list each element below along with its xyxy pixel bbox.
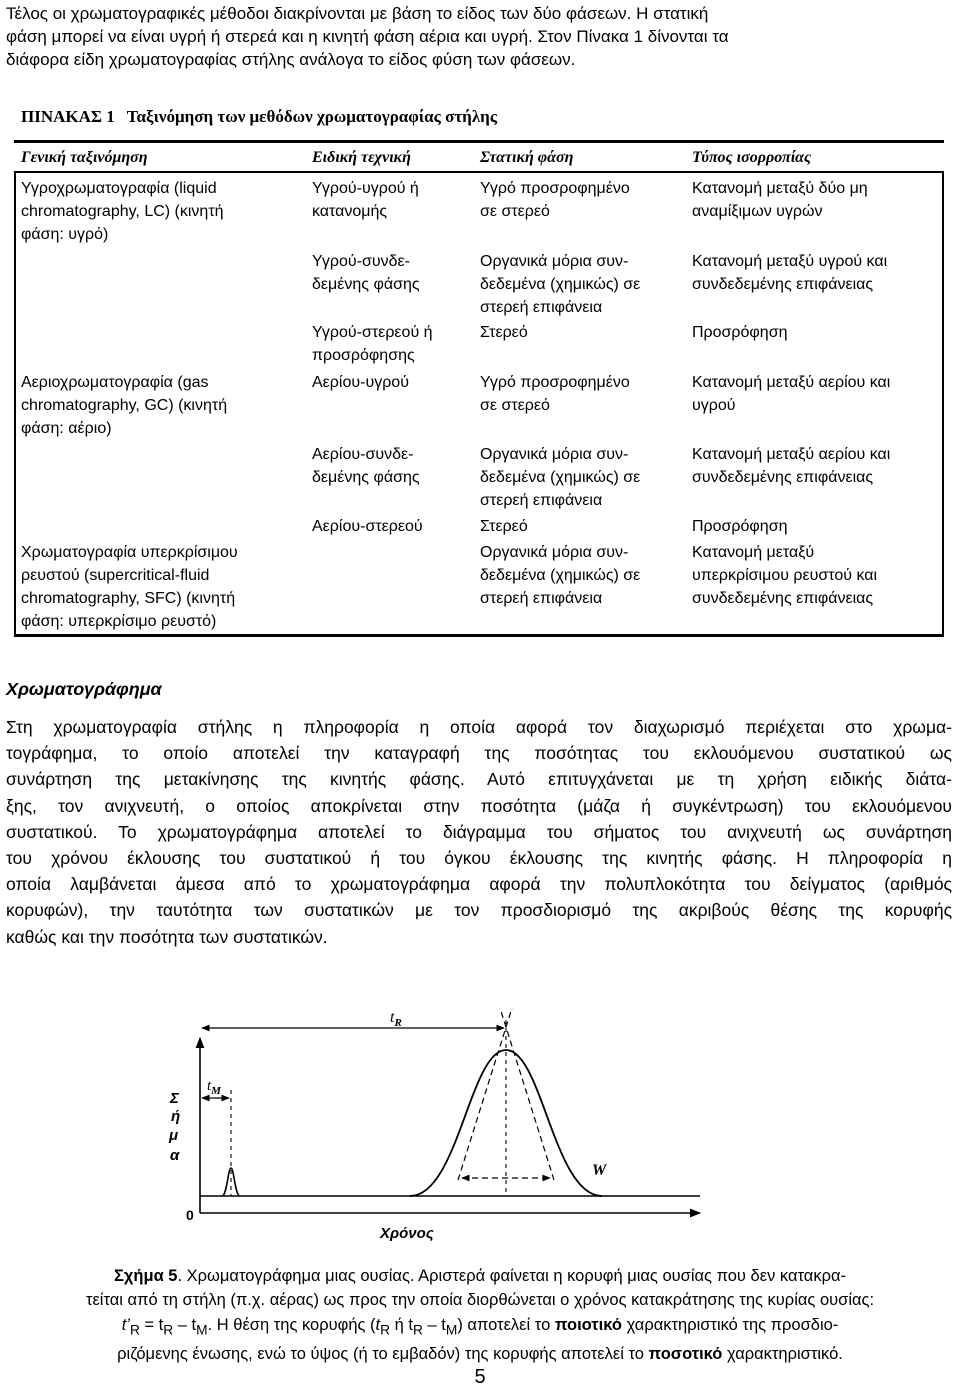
table-row-general	[21, 541, 238, 633]
table-cell: Οργανικά μόρια συν-	[480, 446, 629, 463]
table-cell: συνδεδεμένης επιφάνειας	[692, 276, 874, 293]
table-cell: chromatography, GC) (κινητή	[21, 397, 228, 414]
table-cell: Υγρού-στερεού ή	[312, 324, 433, 341]
table-cell: Οργανικά μόρια συν-	[480, 544, 629, 561]
header-technique: Ειδική τεχνική	[312, 149, 411, 166]
table-cell: chromatography, LC) (κινητή	[21, 203, 224, 220]
table-cell: Αερίου-συνδε-	[312, 446, 414, 463]
caption-line	[0, 1313, 960, 1343]
table-cell: ρευστού (supercritical-fluid	[21, 567, 210, 584]
table-cell: φάση: αέριο)	[21, 420, 112, 437]
section-heading: Χρωματογράφημα	[6, 679, 162, 699]
table-cell: δεδεμένα (χημικώς) σε	[480, 567, 641, 584]
table-cell: Κατανομή μεταξύ	[692, 544, 815, 561]
page-number: 5	[474, 1366, 486, 1388]
table-row-equilibrium	[692, 515, 787, 538]
table-cell: υπερκρίσιμου ρευστού και	[692, 567, 878, 584]
table-row-technique	[312, 371, 409, 394]
chromatogram-figure	[140, 990, 740, 1250]
caption-figure-label: Σχήμα 5	[114, 1267, 178, 1285]
section-paragraph	[6, 714, 952, 950]
caption-formula: ή t	[390, 1315, 413, 1334]
caption-sub: M	[445, 1321, 458, 1337]
table-caption	[21, 107, 497, 127]
table-row-equilibrium	[692, 443, 890, 489]
header-stationary: Στατική φάση	[480, 149, 574, 166]
caption-sub: R	[163, 1321, 174, 1337]
table-row-stationary	[480, 371, 630, 417]
table-row-stationary	[480, 250, 640, 319]
paragraph-line: ξης, τον ανιχνευτή, ο οποίος αποκρίνεται στην ποσότητα (μάζα ή συγκέντρωση) του εκλουόμενου	[6, 795, 952, 816]
table-cell: αναμίξιμων υγρών	[692, 203, 823, 220]
caption-text: . Η θέση της κορυφής (	[207, 1315, 376, 1334]
caption-sub: R	[380, 1321, 391, 1337]
table-cell: Οργανικά μόρια συν-	[480, 253, 629, 270]
table-row-equilibrium	[692, 321, 787, 344]
table-cell: υγρού	[692, 397, 736, 414]
y-axis-label: Σ ή μ α	[169, 1090, 181, 1164]
table-cell: chromatography, SFC) (κινητή	[21, 590, 236, 607]
table-cell: προσρόφησης	[312, 347, 415, 364]
table-cell: Προσρόφηση	[692, 518, 788, 535]
figure-caption	[0, 1264, 960, 1366]
table-row-equilibrium	[692, 250, 887, 296]
tr-label: $t_R$	[390, 1009, 402, 1029]
table-row-general	[21, 371, 227, 440]
caption-emphasis: ποιοτικό	[554, 1315, 622, 1334]
table-row-equilibrium	[692, 177, 868, 223]
table-cell: Στερεό	[480, 518, 528, 535]
caption-text: ) αποτελεί το	[457, 1315, 555, 1334]
table-row-stationary	[480, 321, 528, 344]
caption-text: χαρακτηριστικό της προσδιο-	[621, 1315, 839, 1334]
table-cell: Αερίου-στερεού	[312, 518, 423, 535]
table-cell: Αερίου-υγρού	[312, 374, 409, 391]
paragraph-line: συνάρτηση της μετακίνησης της κινητής φάσης. Αυτό επιτυγχάνεται με τη χρήση ειδικής διάτα-	[6, 769, 952, 790]
table-row-stationary	[480, 541, 640, 610]
intro-line: διάφορα είδη χρωματογραφίας στήλης ανάλογα το είδος φύση των φάσεων.	[6, 50, 576, 69]
header-equilibrium: Τύπος ισορροπίας	[692, 149, 812, 166]
table-right-border	[942, 171, 944, 637]
header-general: Γενική ταξινόμηση	[21, 149, 148, 166]
tangent-right	[500, 1008, 554, 1180]
table-bottom-rule	[14, 634, 944, 637]
table-cell: Αεριοχρωματογραφία (gas	[21, 374, 209, 391]
origin-label: 0	[186, 1207, 194, 1223]
caption-line: τείται από τη στήλη (π.χ. αέρας) ως προς την οποία διορθώνεται ο χρόνος κατακράτησης της κυρίας ουσίας:	[85, 1291, 875, 1310]
table-row-stationary	[480, 177, 630, 223]
table-cell: δεμένης φάσης	[312, 469, 420, 486]
caption-formula: t	[375, 1315, 381, 1334]
caption-sub: R	[413, 1321, 423, 1337]
caption-emphasis: ποσοτικό	[648, 1345, 723, 1364]
table-row-technique	[312, 321, 433, 367]
table-cell: στερεή επιφάνεια	[480, 590, 603, 607]
intro-paragraph	[6, 2, 958, 71]
caption-formula: = t	[139, 1315, 164, 1334]
table-cell: συνδεδεμένης επιφάνειας	[692, 590, 874, 607]
caption-sub: M	[196, 1321, 208, 1337]
table-cell: στερεή επιφάνεια	[480, 299, 603, 316]
caption-sub: R	[129, 1321, 140, 1337]
x-axis-label: Χρόνος	[380, 1225, 434, 1242]
table-cell: κατανομής	[312, 203, 388, 220]
table-cell: στερεή επιφάνεια	[480, 492, 603, 509]
paragraph-line: τογράφημα, το οποίο αποτελεί την καταγραφή της ποσότητας του εκλουόμενου συστατικού ως	[6, 743, 952, 764]
table-cell: Υγρού-συνδε-	[312, 253, 410, 270]
intro-line: φάση μπορεί να είναι υγρή ή στερεά και η κινητή φάση αέρια και υγρή. Στον Πίνακα 1 δίνονται τα	[6, 27, 729, 46]
table-title: Ταξινόμηση των μεθόδων χρωματογραφίας στήλης	[126, 107, 497, 126]
table-row-technique	[312, 250, 420, 296]
paragraph-line: του χρόνου έκλουσης του συστατικού ή του όγκου έκλουσης της κινητής φάσης. Η πληροφορία η	[6, 848, 952, 869]
table-cell: φάση: υγρό)	[21, 226, 109, 243]
paragraph-line: συστατικού. Το χρωματογράφημα αποτελεί το διάγραμμα του σήματος του ανιχνευτή ως συνάρτηση	[6, 821, 952, 842]
table-cell: Χρωματογραφία υπερκρίσιμου	[21, 544, 238, 561]
paragraph-line: καθώς και την ποσότητα των συστατικών.	[6, 926, 328, 947]
classification-table	[14, 140, 944, 637]
caption-formula: t’	[121, 1315, 130, 1334]
tangent-left	[458, 1008, 512, 1180]
caption-text: . Χρωματογράφημα μιας ουσίας. Αριστερά φαίνεται η κορυφή μιας ουσίας που δεν κατακρα-	[177, 1267, 846, 1285]
table-top-rule	[14, 140, 944, 143]
table-cell: Υγρού-υγρού ή	[312, 180, 419, 197]
table-cell: Στερεό	[480, 324, 528, 341]
table-cell: Κατανομή μεταξύ αερίου και	[692, 374, 891, 391]
table-cell: Κατανομή μεταξύ αερίου και	[692, 446, 891, 463]
table-cell: δεδεμένα (χημικώς) σε	[480, 276, 641, 293]
table-cell: σε στερεό	[480, 397, 550, 414]
table-label: ΠΙΝΑΚΑΣ 1	[21, 107, 115, 126]
table-cell: Κατανομή μεταξύ δύο μη	[692, 180, 868, 197]
table-cell: φάση: υπερκρίσιμο ρευστό)	[21, 613, 217, 630]
table-cell: Υγροχρωματογραφία (liquid	[21, 180, 217, 197]
table-row-stationary	[480, 443, 640, 512]
caption-formula: – t	[422, 1315, 446, 1334]
table-row-stationary	[480, 515, 528, 538]
table-cell: Κατανομή μεταξύ υγρού και	[692, 253, 888, 270]
table-cell: δεμένης φάσης	[312, 276, 420, 293]
table-row-technique	[312, 177, 419, 223]
table-cell: συνδεδεμένης επιφάνειας	[692, 469, 874, 486]
table-cell: σε στερεό	[480, 203, 550, 220]
tm-label: $t_M$	[207, 1078, 221, 1097]
paragraph-line: οποία λαμβάνεται άμεσα από το χρωματογράφημα αφορά την πολυπλοκότητα του δείγματος (αριθμός	[6, 874, 952, 895]
table-cell: Υγρό προσροφημένο	[480, 180, 630, 197]
table-row-technique	[312, 515, 423, 538]
table-row-equilibrium	[692, 541, 877, 610]
width-label: W	[592, 1162, 607, 1179]
caption-text: χαρακτηριστικό.	[722, 1345, 843, 1364]
table-header-rule	[14, 171, 944, 173]
caption-formula: – t	[173, 1315, 197, 1334]
caption-line	[0, 1342, 960, 1366]
caption-line	[0, 1264, 960, 1288]
table-row-equilibrium	[692, 371, 890, 417]
table-left-border	[14, 171, 16, 637]
table-row-general	[21, 177, 224, 246]
table-row-technique	[312, 443, 420, 489]
paragraph-line: Στη χρωματογραφία στήλης η πληροφορία η οποία αφορά τον διαχωρισμό περιέχεται στο χρωμα-	[6, 717, 952, 737]
paragraph-line: κορυφών), την ταυτότητα των συστατικών με τον προσδιορισμό της ακριβούς θέσης της κορυφής	[6, 900, 952, 921]
caption-text: ριζόμενης ένωσης, ενώ το ύψος (ή το εμβαδόν) της κορυφής αποτελεί το	[117, 1345, 649, 1364]
table-cell: δεδεμένα (χημικώς) σε	[480, 469, 641, 486]
table-cell: Υγρό προσροφημένο	[480, 374, 630, 391]
table-cell: Προσρόφηση	[692, 324, 788, 341]
intro-line: Τέλος οι χρωματογραφικές μέθοδοι διακρίνονται με βάση το είδος των δύο φάσεων. Η στατική	[6, 4, 709, 23]
